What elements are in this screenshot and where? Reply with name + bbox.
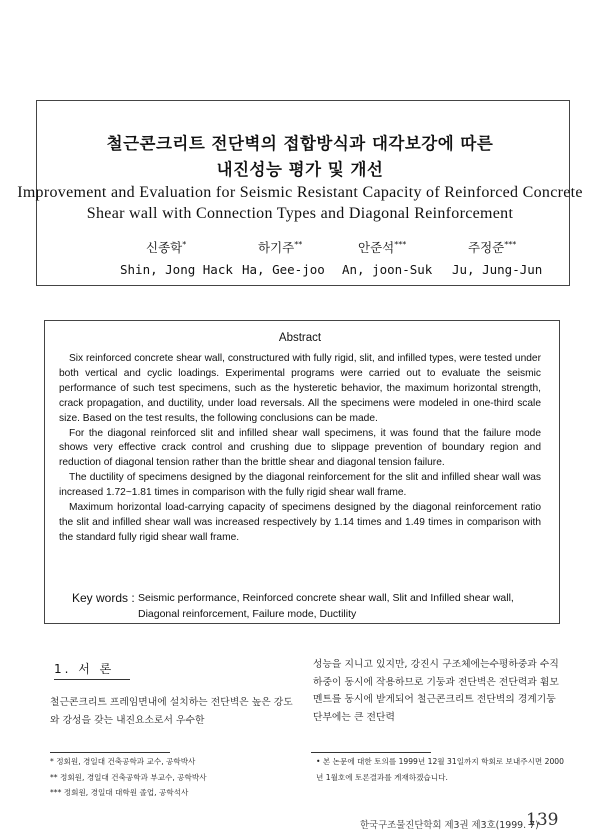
section-heading: 1. 서 론 — [54, 662, 115, 676]
abstract-paragraph: The ductility of specimens designed by the diagonal reinforcement for the slit and infilled shear wall was increased 1.72~1.81 times in comparison with the fully rigid shear wall frame. — [59, 472, 541, 499]
footnote-rule-right — [311, 752, 431, 753]
title-korean-line-2: 내진성능 평가 및 개선 — [216, 160, 384, 179]
abstract-body — [59, 352, 541, 546]
abstract-paragraph: Maximum horizontal load-carrying capacity of specimens designed by the diagonal reinforcement ratio the slit and infilled shear wall was increased respectively by 1.14 times and 1.49 times in comparison with the standard fully rigid shear wall frame. — [59, 502, 541, 543]
footnote-line: *** 정회원, 경일대 대학원 졸업, 공학석사 — [50, 788, 189, 797]
author-1-korean: 신종학* — [146, 239, 187, 255]
author-4-korean: 주정준*** — [468, 239, 517, 255]
author-3-korean: 안준석*** — [358, 239, 407, 255]
right-column-text: 성능을 지니고 있지만, 강진시 구조체에는수평하중과 수직하중이 동시에 작용하므로 기둥과 전단벽은 전단력과 휨모멘트를 동시에 받게되어 철근콘크리트 전단벽의 경계기둥 단부에는 큰 전단력 — [313, 659, 559, 723]
abstract-paragraph: Six reinforced concrete shear wall, constructured with fully rigid, slit, and infilled types, were tested under both vertical and cyclic loadings. Experimental programs were carried out to evaluate the seismic performance of such test specimens, such as the hysteretic behavior, the maximum horizontal strength, crack propagation, and ductility, under load reversals. All the specimens were modeled in one-third scale size. Based on the test results, the following conclusions can be made. — [59, 353, 541, 424]
abstract-heading: Abstract — [278, 332, 322, 344]
abstract-paragraph: For the diagonal reinforced slit and infilled shear wall specimens, it was found that the failure mode shows very effective crack control and crushing due to slippage prevention of boundary region and reduction of diagonal tension rather than the brittle shear and diagonal tension failure. — [59, 427, 541, 469]
title-korean-line-1: 철근콘크리트 전단벽의 접합방식과 대각보강에 따른 — [106, 134, 494, 153]
page-number: 139 — [526, 810, 559, 830]
discussion-footnote: • 본 논문에 대한 토의를 1999년 12월 31일까지 학회로 보내주시면 2000년 1월호에 토론결과를 게재하겠습니다. — [316, 757, 564, 782]
title-english-line-2: Shear wall with Connection Types and Diagonal Reinforcement — [86, 205, 514, 222]
title-english-line-1: Improvement and Evaluation for Seismic Resistant Capacity of Reinforced Concrete — [17, 184, 583, 201]
footnote-line: ** 정회원, 경일대 건축공학과 부교수, 공학박사 — [50, 772, 207, 782]
footnote-rule-left — [50, 752, 170, 753]
journal-citation: 한국구조물진단학회 제3권 제3호(1999. 7) — [360, 820, 539, 831]
author-4-english: Ju, Jung-Jun — [452, 262, 543, 277]
keywords-label: Key words : — [72, 591, 135, 605]
section-underline — [54, 679, 130, 680]
keywords — [72, 590, 542, 622]
keywords-text: Seismic performance, Reinforced concrete shear wall, Slit and Infilled shear wall, Diagonal reinforcement, Failure mode, Ductility — [138, 592, 514, 620]
author-affiliation-footnotes — [50, 754, 300, 801]
author-1-english: Shin, Jong Hack — [120, 262, 233, 277]
author-2-english: Ha, Gee-joo — [242, 262, 325, 277]
author-2-korean: 하기주** — [258, 239, 303, 255]
footnote-line: * 정회원, 경일대 건축공학과 교수, 공학박사 — [50, 757, 196, 766]
author-3-english: An, joon-Suk — [342, 262, 433, 277]
left-column-text: 철근콘크리트 프레임면내에 설치하는 전단벽은 높은 강도와 강성을 갖는 내진요소로서 우수한 — [50, 697, 293, 726]
